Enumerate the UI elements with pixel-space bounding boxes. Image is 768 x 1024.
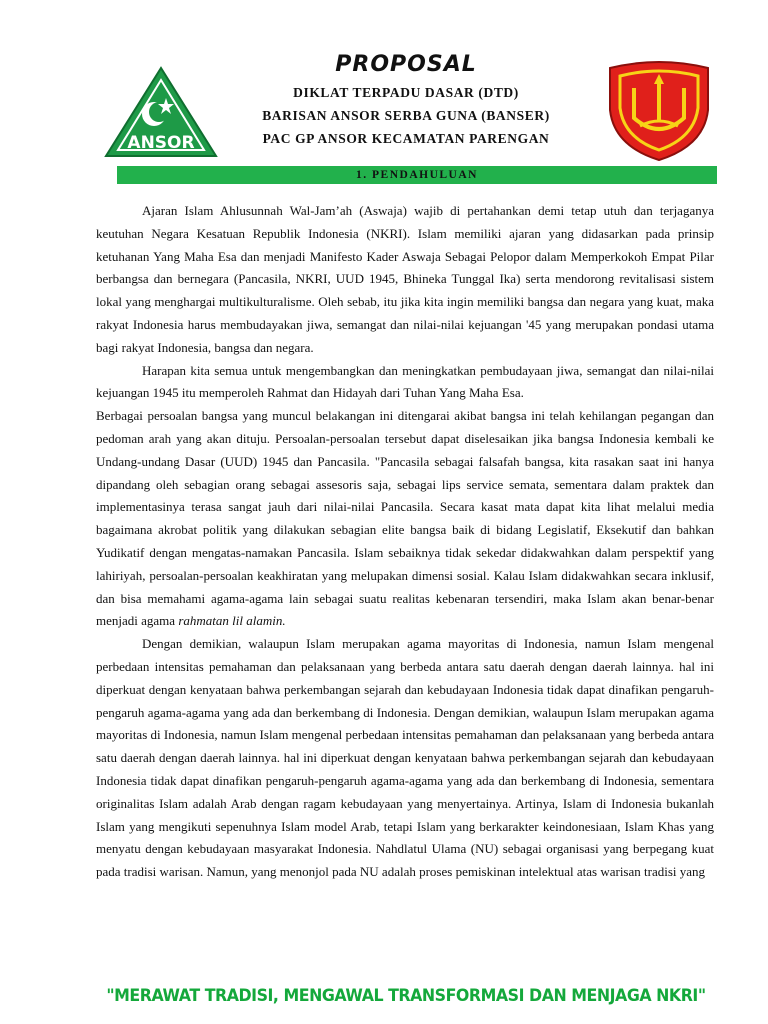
paragraph-2: Harapan kita semua untuk mengembangkan dan meningkatkan pembudayaan jiwa, semangat dan nilai-nilai kejuangan 1945 itu memperoleh Rahmat dan Hidayah dari Tuhan Yang Maha Esa. [96, 362, 714, 401]
subtitle-line-3: PAC GP ANSOR KECAMATAN PARENGAN [262, 131, 550, 146]
document-title: PROPOSAL [335, 52, 477, 77]
paragraph-1: Ajaran Islam Ahlusunnah Wal-Jam’ah (Aswaja) wajib di pertahankan demi tetap utuh dan terjaganya keutuhan Negara Kesatuan Republik Indonesia (NKRI). Islam memiliki ajaran yang didasarkan pada prinsip ketuhanan Yang Maha Esa dan menjadi Manifesto Kader Aswaja Sebagai Pelopor dalam Memperkokoh Empat Pilar berbangsa dan bernegara (Pancasila, NKRI, UUD 1945, Bhineka Tunggal Ika) serta mendorong revitalisasi sistem lokal yang menghargai multikulturalisme. Oleh sebab, itu jika kita ingin memiliki bangsa dan negara yang kuat, maka rakyat Indonesia harus membudayakan jiwa, semangat dan nilai-nilai kejuangan '45 yang merupakan pondasi utama bagi rakyat Indonesia, bangsa dan negara. [96, 203, 714, 355]
paragraph-3-text: Berbagai persoalan bangsa yang muncul belakangan ini ditengarai akibat bangsa ini telah kehilangan pegangan dan pedoman arah yang akan dituju. Persoalan-persoalan tersebut dapat diselesaikan jika bangsa Indonesia kembali ke Undang-undang Dasar (UUD) 1945 dan Pancasila. "Pancasila sebagai falsafah bangsa, kita rasakan saat ini hanya dipandang oleh sebagian orang sebagai assesoris saja, sebagai lips service semata, sementara dalam praktek dan implementasinya terasa sangat jauh dari nilai-nilai Pancasila. Secara kasat mata dapat kita lihat melalui media bagaimana akrobat politik yang dilakukan sebagian elite bangsa baik di bidang Legislatif, Eksekutif dan bahkan Yudikatif dengan mengatas-namakan Pancasila. Islam sebaiknya tidak sekedar didakwahkan dalam perspektif yang lahiriyah, persoalan-persoalan keakhiratan yang melupakan dimensi sosial. Kalau Islam didakwahkan secara inklusif, dan bisa memahami agama-agama lain sebagai suatu realitas kebenaran tersendiri, maka Islam akan benar-benar menjadi agama [96, 408, 714, 629]
paragraph-4: Dengan demikian, walaupun Islam merupakan agama mayoritas di Indonesia, namun Islam mengenal perbedaan intensitas pemahaman dan pelaksanaan yang berbeda antara satu daerah dengan daerah lainnya. hal ini diperkuat dengan kenyataan bahwa perkembangan sejarah dan kebudayaan Indonesia tidak dapat dinafikan pengaruh-pengaruh agama-agama yang ada dan berkembang di Indonesia. Dengan demikian, walaupun Islam merupakan agama mayoritas di Indonesia, namun Islam mengenal perbedaan intensitas pemahaman dan pelaksanaan yang berbeda antara satu daerah dengan daerah lainnya. hal ini diperkuat dengan kenyataan bahwa perkembangan sejarah dan kebudayaan Indonesia tidak dapat dinafikan pengaruh-pengaruh agama-agama yang ada dan berkembang di Indonesia, sementara originalitas Islam adalah Arab dengan ragam kebudayaan yang menyertainya. Artinya, Islam di Indonesia bukanlah Islam yang mengikuti sepenuhnya Islam model Arab, tetapi Islam yang berkarakter keindonesiaan, Islam Khas yang menyatu dengan kebudayaan masyarakat Indonesia. Nahdlatul Ulama (NU) sebagai organisasi yang berpegang kuat pada tradisi warisan. Namun, yang menonjol pada NU adalah proses pemiskinan intelektual atas warisan tradisi yang [96, 636, 714, 880]
paragraph-3 [96, 405, 714, 633]
paragraph-3-italic: rahmatan lil alamin. [178, 613, 286, 629]
body-text [96, 200, 714, 884]
ansor-logo-text: ANSOR [127, 133, 195, 153]
footer-slogan: "MERAWAT TRADISI, MENGAWAL TRANSFORMASI DAN MENJAGA NKRI" [106, 986, 706, 1006]
section-heading-pendahuluan: 1. PENDAHULUAN [117, 166, 717, 184]
subtitle-line-1: DIKLAT TERPADU DASAR (DTD) [293, 85, 519, 100]
subtitle-line-2: BARISAN ANSOR SERBA GUNA (BANSER) [262, 108, 550, 123]
